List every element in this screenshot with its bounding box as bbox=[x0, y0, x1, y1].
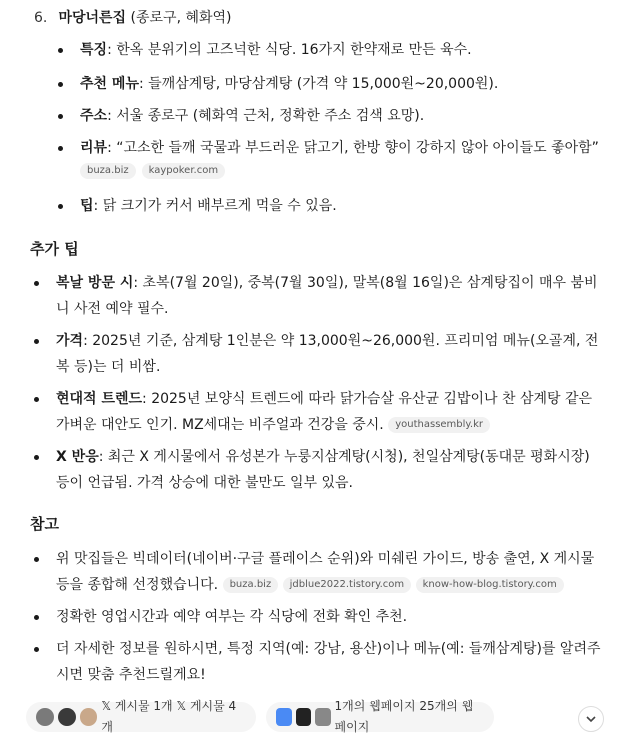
detail-tip: 팁: 닭 크기가 커서 배부르게 먹을 수 있음. bbox=[58, 194, 618, 219]
restaurant-number: 6. bbox=[34, 10, 48, 26]
note-item: 정확한 영업시간과 예약 여부는 각 식당에 전화 확인 추천. bbox=[34, 604, 606, 630]
notes-heading: 참고 bbox=[30, 515, 59, 533]
tip-item: 현대적 트렌드: 2025년 보양식 트렌드에 따라 닭가슴살 유산균 김밥이나 찬 삼계탕 같은 가벼운 대안도 인기. MZ세대는 비주얼과 건강을 중시. youthassembly.kr bbox=[34, 386, 606, 438]
site-icon bbox=[276, 708, 292, 726]
restaurant-name: 마당너른집 bbox=[58, 10, 127, 26]
notes-list bbox=[34, 546, 606, 688]
webpages-pill[interactable] bbox=[266, 699, 494, 734]
tips-list bbox=[34, 270, 606, 496]
avatar bbox=[80, 708, 98, 726]
note-item: 위 맛집들은 빅데이터(네이버·구글 플레이스 순위)와 미쉐린 가이드, 방송 출연, X 게시물 등을 종합해 선정했습니다. buza.biz jdblue2022.tistory.com know-how-blog.tistory.com bbox=[34, 546, 606, 600]
source-chip[interactable]: kaypoker.com bbox=[142, 163, 225, 179]
review-sources bbox=[80, 163, 618, 179]
source-chip[interactable]: youthassembly.kr bbox=[388, 417, 490, 433]
tip-item: X 반응: 최근 X 게시물에서 유성본가 누룽지삼계탕(시청), 천일삼계탕(동대문 평화시장) 등이 언급됨. 가격 상승에 대한 불만도 일부 있음. bbox=[34, 444, 606, 496]
source-chip[interactable]: buza.biz bbox=[80, 163, 136, 179]
source-chip[interactable]: know-how-blog.tistory.com bbox=[416, 577, 564, 593]
restaurant-location: (종로구, 혜화역) bbox=[130, 10, 232, 26]
x-posts-label: 𝕏 게시물 1개 𝕏 게시물 4개 bbox=[101, 699, 237, 734]
source-chip[interactable]: buza.biz bbox=[223, 577, 279, 593]
site-icon bbox=[296, 708, 312, 726]
note-item: 더 자세한 정보를 원하시면, 특정 지역(예: 강남, 용산)이나 메뉴(예: 들깨삼계탕)를 알려주시면 맞춤 추천드릴게요! bbox=[34, 636, 606, 688]
detail-menu: 추천 메뉴: 들깨삼계탕, 마당삼계탕 (가격 약 15,000원~20,000원). bbox=[58, 72, 618, 104]
avatar bbox=[58, 708, 76, 726]
restaurant-details bbox=[58, 38, 618, 219]
source-chip[interactable]: jdblue2022.tistory.com bbox=[283, 577, 411, 593]
tips-heading: 추가 팁 bbox=[30, 240, 79, 258]
x-posts-pill[interactable] bbox=[26, 699, 256, 734]
detail-feature: 특징: 한옥 분위기의 고즈넉한 식당. 16가지 한약재로 만든 육수. bbox=[58, 38, 618, 72]
webpages-label: 1개의 웹페이지 25개의 웹페이지 bbox=[334, 699, 474, 734]
sources-footer bbox=[26, 700, 606, 734]
tip-item: 가격: 2025년 기준, 삼계탕 1인분은 약 13,000원~26,000원. 프리미엄 메뉴(오골계, 전복 등)는 더 비쌈. bbox=[34, 328, 606, 380]
restaurant-heading bbox=[34, 6, 614, 31]
detail-address: 주소: 서울 종로구 (혜화역 근처, 정확한 주소 검색 요망). bbox=[58, 104, 618, 136]
detail-review: 리뷰: “고소한 들깨 국물과 부드러운 닭고기, 한방 향이 강하지 않아 아이들도 좋아함” buza.biz kaypoker.com bbox=[58, 136, 618, 194]
chevron-down-icon[interactable] bbox=[578, 706, 604, 732]
site-icon bbox=[315, 708, 331, 726]
tip-item: 복날 방문 시: 초복(7월 20일), 중복(7월 30일), 말복(8월 16일)은 삼계탕집이 매우 붐비니 사전 예약 필수. bbox=[34, 270, 606, 322]
avatar bbox=[36, 708, 54, 726]
